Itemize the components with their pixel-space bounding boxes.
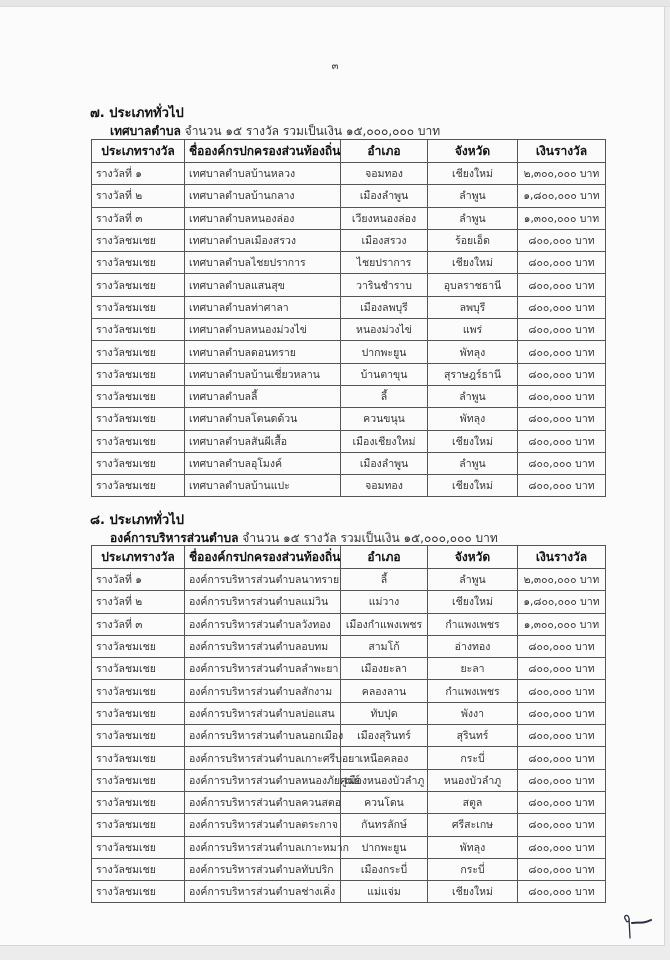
award-type-cell: รางวัลชมเชย [92, 769, 185, 791]
district-cell: ปากพะยูน [341, 836, 428, 858]
province-cell: พังงา [428, 702, 518, 724]
district-cell: คลองลาน [341, 680, 428, 702]
organization-cell: เทศบาลตำบลโตนดด้วน [185, 408, 341, 430]
organization-cell: เทศบาลตำบลบ้านหลวง [185, 163, 341, 185]
organization-cell: เทศบาลตำบลดอนทราย [185, 341, 341, 363]
province-cell: พัทลุง [428, 408, 518, 430]
prize-money-cell: ๘๐๐,๐๐๐ บาท [518, 408, 606, 430]
award-type-cell: รางวัลชมเชย [92, 341, 185, 363]
province-cell: กำแพงเพชร [428, 613, 518, 635]
award-type-cell: รางวัลชมเชย [92, 680, 185, 702]
organization-cell: องค์การบริหารส่วนตำบลอบทม [185, 635, 341, 657]
award-type-cell: รางวัลชมเชย [92, 319, 185, 341]
award-type-cell: รางวัลที่ ๑ [92, 163, 185, 185]
award-type-cell: รางวัลชมเชย [92, 791, 185, 813]
table-row [92, 185, 606, 207]
organization-cell: องค์การบริหารส่วนตำบลลำพะยา [185, 658, 341, 680]
province-cell: ลพบุรี [428, 296, 518, 318]
award-type-cell: รางวัลชมเชย [92, 702, 185, 724]
prize-money-cell: ๑,๓๐๐,๐๐๐ บาท [518, 207, 606, 229]
district-cell: ทับปุด [341, 702, 428, 724]
header-organization: ชื่อองค์กรปกครองส่วนท้องถิ่น [185, 140, 341, 163]
award-type-cell: รางวัลที่ ๓ [92, 613, 185, 635]
award-type-cell: รางวัลชมเชย [92, 408, 185, 430]
organization-cell: องค์การบริหารส่วนตำบลสักงาม [185, 680, 341, 702]
table-row [92, 613, 606, 635]
award-type-cell: รางวัลชมเชย [92, 814, 185, 836]
prize-money-cell: ๘๐๐,๐๐๐ บาท [518, 475, 606, 497]
prize-money-cell: ๘๐๐,๐๐๐ บาท [518, 747, 606, 769]
district-cell: หนองม่วงไข่ [341, 319, 428, 341]
province-cell: เชียงใหม่ [428, 591, 518, 613]
province-cell: พัทลุง [428, 341, 518, 363]
award-table-municipality [91, 139, 606, 497]
award-type-cell: รางวัลชมเชย [92, 881, 185, 903]
organization-cell: องค์การบริหารส่วนตำบลบ่อแสน [185, 702, 341, 724]
table-row [92, 163, 606, 185]
table-row [92, 658, 606, 680]
table-header-row [92, 546, 606, 569]
table-row [92, 881, 606, 903]
header-district: อำเภอ [341, 546, 428, 569]
table-row [92, 408, 606, 430]
province-cell: ลำพูน [428, 452, 518, 474]
district-cell: เมืองกระบี่ [341, 858, 428, 880]
district-cell: เมืองลำพูน [341, 185, 428, 207]
header-award-type: ประเภทรางวัล [92, 140, 185, 163]
prize-money-cell: ๘๐๐,๐๐๐ บาท [518, 635, 606, 657]
district-cell: บ้านตาขุน [341, 363, 428, 385]
award-type-cell: รางวัลชมเชย [92, 452, 185, 474]
district-cell: แม่แจ่ม [341, 881, 428, 903]
table-row [92, 385, 606, 407]
prize-money-cell: ๘๐๐,๐๐๐ บาท [518, 319, 606, 341]
award-type-cell: รางวัลชมเชย [92, 635, 185, 657]
district-cell: เมืองสรวง [341, 229, 428, 251]
district-cell: สามโก้ [341, 635, 428, 657]
organization-cell: องค์การบริหารส่วนตำบลแม่วิน [185, 591, 341, 613]
organization-cell: เทศบาลตำบลบ้านแปะ [185, 475, 341, 497]
table-row [92, 341, 606, 363]
district-cell: เมืองลพบุรี [341, 296, 428, 318]
table-row [92, 296, 606, 318]
table-row [92, 747, 606, 769]
prize-money-cell: ๘๐๐,๐๐๐ บาท [518, 858, 606, 880]
section-title: ๗. ประเภททั่วไป [90, 106, 184, 121]
table-row [92, 319, 606, 341]
table-row [92, 229, 606, 251]
award-type-cell: รางวัลชมเชย [92, 430, 185, 452]
table-header-row [92, 140, 606, 163]
award-type-cell: รางวัลชมเชย [92, 747, 185, 769]
table-row [92, 702, 606, 724]
prize-money-cell: ๘๐๐,๐๐๐ บาท [518, 363, 606, 385]
prize-money-cell: ๘๐๐,๐๐๐ บาท [518, 252, 606, 274]
province-cell: กระบี่ [428, 747, 518, 769]
handwritten-signature-mark [618, 910, 658, 940]
section-summary: จำนวน ๑๕ รางวัล รวมเป็นเงิน ๑๕,๐๐๐,๐๐๐ บาท [180, 124, 441, 138]
table-row [92, 680, 606, 702]
award-type-cell: รางวัลที่ ๓ [92, 207, 185, 229]
district-cell: ลี้ [341, 569, 428, 591]
prize-money-cell: ๑,๘๐๐,๐๐๐ บาท [518, 185, 606, 207]
prize-money-cell: ๘๐๐,๐๐๐ บาท [518, 725, 606, 747]
table-row [92, 769, 606, 791]
header-award-type: ประเภทรางวัล [92, 546, 185, 569]
award-type-cell: รางวัลชมเชย [92, 229, 185, 251]
organization-cell: เทศบาลตำบลสันผีเสื้อ [185, 430, 341, 452]
organization-cell: เทศบาลตำบลแสนสุข [185, 274, 341, 296]
prize-money-cell: ๘๐๐,๐๐๐ บาท [518, 658, 606, 680]
award-type-cell: รางวัลชมเชย [92, 836, 185, 858]
award-type-cell: รางวัลชมเชย [92, 252, 185, 274]
award-table-subdistrict-admin [91, 545, 606, 903]
prize-money-cell: ๘๐๐,๐๐๐ บาท [518, 430, 606, 452]
prize-money-cell: ๘๐๐,๐๐๐ บาท [518, 452, 606, 474]
table-row [92, 475, 606, 497]
table-row [92, 430, 606, 452]
organization-cell: องค์การบริหารส่วนตำบลวังทอง [185, 613, 341, 635]
district-cell: เมืองหนองบัวลำภู [341, 769, 428, 791]
award-type-cell: รางวัลชมเชย [92, 274, 185, 296]
header-prize-money: เงินรางวัล [518, 546, 606, 569]
prize-money-cell: ๘๐๐,๐๐๐ บาท [518, 296, 606, 318]
province-cell: พัทลุง [428, 836, 518, 858]
award-type-cell: รางวัลชมเชย [92, 858, 185, 880]
table-row [92, 591, 606, 613]
district-cell: เมืองเชียงใหม่ [341, 430, 428, 452]
province-cell: ลำพูน [428, 207, 518, 229]
province-cell: ลำพูน [428, 385, 518, 407]
prize-money-cell: ๘๐๐,๐๐๐ บาท [518, 791, 606, 813]
award-type-cell: รางวัลที่ ๑ [92, 569, 185, 591]
district-cell: จอมทอง [341, 163, 428, 185]
province-cell: เชียงใหม่ [428, 475, 518, 497]
province-cell: ลำพูน [428, 569, 518, 591]
section-category: เทศบาลตำบล [110, 124, 181, 138]
organization-cell: องค์การบริหารส่วนตำบลนอกเมือง [185, 725, 341, 747]
organization-cell: องค์การบริหารส่วนตำบลเกาะศรีบอยา [185, 747, 341, 769]
prize-money-cell: ๘๐๐,๐๐๐ บาท [518, 836, 606, 858]
section-category: องค์การบริหารส่วนตำบล [110, 531, 239, 545]
district-cell: ควนขนุน [341, 408, 428, 430]
prize-money-cell: ๑,๘๐๐,๐๐๐ บาท [518, 591, 606, 613]
prize-money-cell: ๘๐๐,๐๐๐ บาท [518, 229, 606, 251]
organization-cell: เทศบาลตำบลอุโมงค์ [185, 452, 341, 474]
table-row [92, 858, 606, 880]
table-row [92, 635, 606, 657]
prize-money-cell: ๑,๓๐๐,๐๐๐ บาท [518, 613, 606, 635]
table-row [92, 814, 606, 836]
district-cell: ควนโดน [341, 791, 428, 813]
award-type-cell: รางวัลที่ ๒ [92, 591, 185, 613]
organization-cell: เทศบาลตำบลบ้านเชี่ยวหลาน [185, 363, 341, 385]
prize-money-cell: ๘๐๐,๐๐๐ บาท [518, 769, 606, 791]
district-cell: ลี้ [341, 385, 428, 407]
prize-money-cell: ๘๐๐,๐๐๐ บาท [518, 881, 606, 903]
organization-cell: องค์การบริหารส่วนตำบลควนสตอ [185, 791, 341, 813]
province-cell: สุราษฎร์ธานี [428, 363, 518, 385]
section-summary: จำนวน ๑๕ รางวัล รวมเป็นเงิน ๑๕,๐๐๐,๐๐๐ บาท [238, 531, 498, 545]
viewer-top-bar [0, 0, 670, 7]
table-row [92, 725, 606, 747]
province-cell: แพร่ [428, 319, 518, 341]
award-type-cell: รางวัลชมเชย [92, 363, 185, 385]
header-province: จังหวัด [428, 140, 518, 163]
district-cell: เมืองยะลา [341, 658, 428, 680]
prize-money-cell: ๒,๓๐๐,๐๐๐ บาท [518, 163, 606, 185]
district-cell: เหนือคลอง [341, 747, 428, 769]
district-cell: ปากพะยูน [341, 341, 428, 363]
organization-cell: องค์การบริหารส่วนตำบลนาทราย [185, 569, 341, 591]
province-cell: กระบี่ [428, 858, 518, 880]
table-row [92, 791, 606, 813]
table-row [92, 252, 606, 274]
province-cell: เชียงใหม่ [428, 163, 518, 185]
prize-money-cell: ๘๐๐,๐๐๐ บาท [518, 341, 606, 363]
organization-cell: องค์การบริหารส่วนตำบลเกาะหมาก [185, 836, 341, 858]
header-prize-money: เงินรางวัล [518, 140, 606, 163]
header-province: จังหวัด [428, 546, 518, 569]
award-type-cell: รางวัลชมเชย [92, 296, 185, 318]
province-cell: ร้อยเอ็ด [428, 229, 518, 251]
prize-money-cell: ๘๐๐,๐๐๐ บาท [518, 274, 606, 296]
province-cell: อ่างทอง [428, 635, 518, 657]
organization-cell: เทศบาลตำบลลี้ [185, 385, 341, 407]
page-number: ๓ [331, 61, 339, 72]
province-cell: เชียงใหม่ [428, 252, 518, 274]
award-type-cell: รางวัลชมเชย [92, 475, 185, 497]
district-cell: ไชยปราการ [341, 252, 428, 274]
district-cell: แม่วาง [341, 591, 428, 613]
province-cell: สตูล [428, 791, 518, 813]
table-row [92, 569, 606, 591]
province-cell: หนองบัวลำภู [428, 769, 518, 791]
table-row [92, 207, 606, 229]
organization-cell: องค์การบริหารส่วนตำบลหนองภัยศูนย์ [185, 769, 341, 791]
header-organization: ชื่อองค์กรปกครองส่วนท้องถิ่น [185, 546, 341, 569]
province-cell: ศรีสะเกษ [428, 814, 518, 836]
prize-money-cell: ๘๐๐,๐๐๐ บาท [518, 702, 606, 724]
district-cell: กันทรลักษ์ [341, 814, 428, 836]
province-cell: กำแพงเพชร [428, 680, 518, 702]
province-cell: เชียงใหม่ [428, 430, 518, 452]
organization-cell: เทศบาลตำบลเมืองสรวง [185, 229, 341, 251]
table-row [92, 363, 606, 385]
district-cell: จอมทอง [341, 475, 428, 497]
organization-cell: เทศบาลตำบลบ้านกลาง [185, 185, 341, 207]
prize-money-cell: ๘๐๐,๐๐๐ บาท [518, 385, 606, 407]
organization-cell: องค์การบริหารส่วนตำบลช่างเคิ่ง [185, 881, 341, 903]
district-cell: เมืองสุรินทร์ [341, 725, 428, 747]
section-title: ๘. ประเภททั่วไป [90, 513, 184, 528]
district-cell: เวียงหนองล่อง [341, 207, 428, 229]
organization-cell: เทศบาลตำบลไชยปราการ [185, 252, 341, 274]
district-cell: เมืองกำแพงเพชร [341, 613, 428, 635]
organization-cell: องค์การบริหารส่วนตำบลตระกาจ [185, 814, 341, 836]
award-type-cell: รางวัลชมเชย [92, 658, 185, 680]
organization-cell: องค์การบริหารส่วนตำบลทับปริก [185, 858, 341, 880]
district-cell: เมืองลำพูน [341, 452, 428, 474]
award-type-cell: รางวัลที่ ๒ [92, 185, 185, 207]
province-cell: เชียงใหม่ [428, 881, 518, 903]
table-row [92, 836, 606, 858]
district-cell: วารินชำราบ [341, 274, 428, 296]
prize-money-cell: ๘๐๐,๐๐๐ บาท [518, 680, 606, 702]
province-cell: ลำพูน [428, 185, 518, 207]
award-type-cell: รางวัลชมเชย [92, 725, 185, 747]
province-cell: สุรินทร์ [428, 725, 518, 747]
province-cell: อุบลราชธานี [428, 274, 518, 296]
prize-money-cell: ๒,๓๐๐,๐๐๐ บาท [518, 569, 606, 591]
table-row [92, 452, 606, 474]
header-district: อำเภอ [341, 140, 428, 163]
organization-cell: เทศบาลตำบลหนองม่วงไข่ [185, 319, 341, 341]
table-row [92, 274, 606, 296]
province-cell: ยะลา [428, 658, 518, 680]
award-type-cell: รางวัลชมเชย [92, 385, 185, 407]
organization-cell: เทศบาลตำบลหนองล่อง [185, 207, 341, 229]
organization-cell: เทศบาลตำบลท่าศาลา [185, 296, 341, 318]
prize-money-cell: ๘๐๐,๐๐๐ บาท [518, 814, 606, 836]
